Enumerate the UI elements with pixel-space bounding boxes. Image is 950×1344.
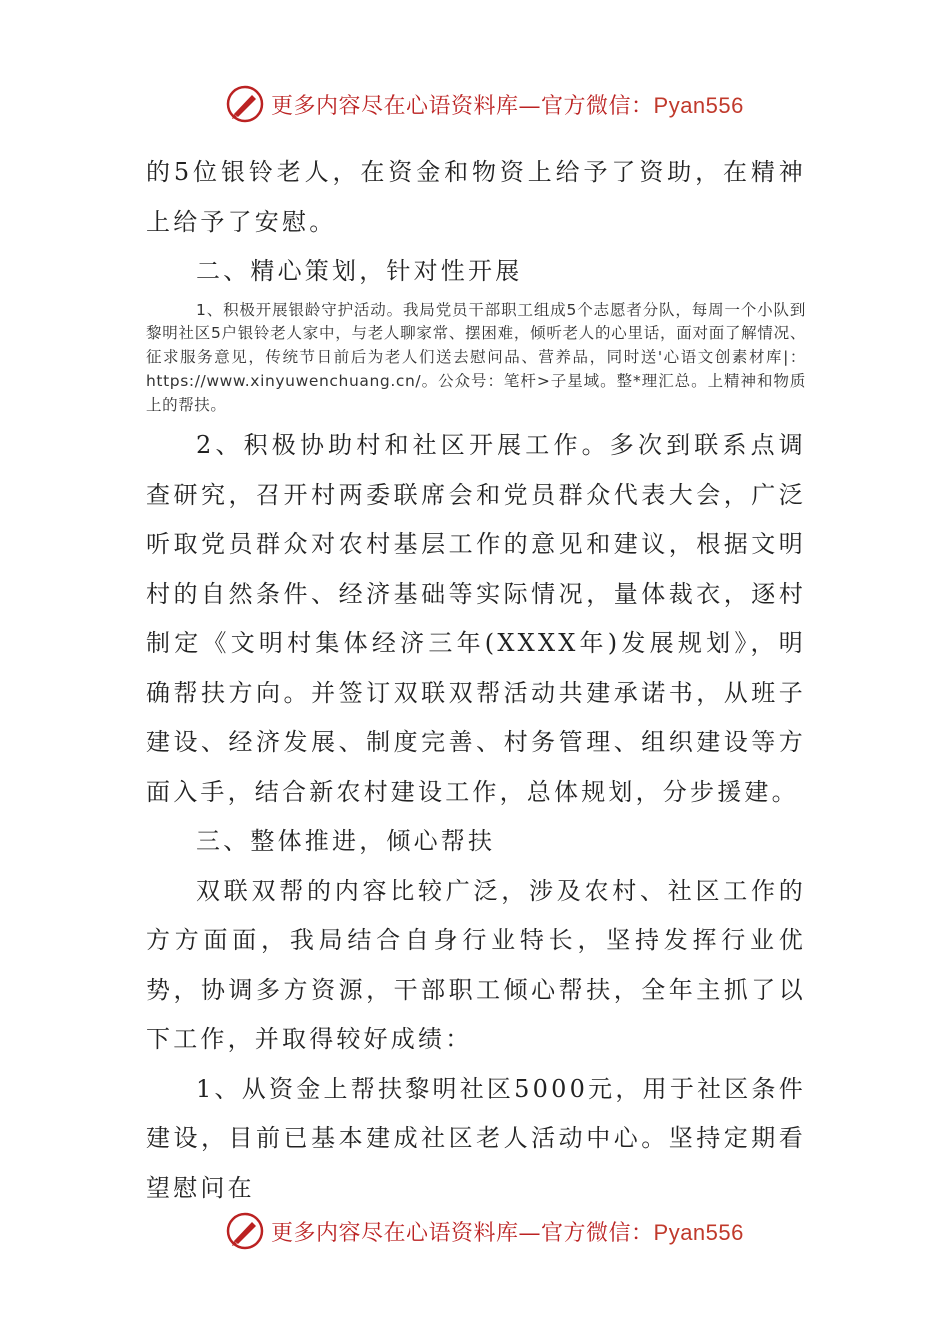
paragraph-overall: 双联双帮的内容比较广泛，涉及农村、社区工作的方方面面，我局结合自身行业特长，坚持发挥行业优势，协调多方资源，干部职工倾心帮扶，全年主抓了以下工作，并取得较好成绩：: [146, 876, 806, 1054]
section-heading-3: 三、整体推进，倾心帮扶: [196, 827, 496, 856]
section-heading-2: 二、精心策划，针对性开展: [196, 257, 523, 285]
pen-logo-icon: [225, 84, 265, 124]
paragraph-assist-villages: 2、积极协助村和社区开展工作。多次到联系点调查研究，召开村两委联席会和党员群众代表大会，广泛听取党员群众对农村基层工作的意见和建议，根据文明村的自然条件、经济基础等实际情况，量体裁衣，逐村制定《文明村集体经济三年(XXXX年)发展规划》，明确帮扶方向。并签订双联双帮活动共建承诺书，从班子建设、经济发展、制度完善、村务管理、组织建设等方面入手，结合新农村建设工作，总体规划，分步援建。: [146, 431, 806, 806]
paragraph-continuation: 的5位银铃老人，在资金和物资上给予了资助，在精神上给予了安慰。: [146, 158, 806, 236]
paragraph-small-inserted: 1、积极开展银龄守护活动。我局党员干部职工组成5个志愿者分队，每周一个小队到黎明社区5户银铃老人家中，与老人聊家常、摆困难，倾听老人的心里话，面对面了解情况、征求服务意见，传统节日前后为老人们送去慰问品、营养品，同时送'心语文创素材库|：https://www.xinyuwenchuang.cn/。公众号：笔杆>子星域。整*理汇总。上精神和物质上的帮扶。: [146, 300, 806, 414]
document-body: [146, 148, 806, 1213]
header-watermark-banner: [225, 84, 744, 124]
pen-logo-icon: [225, 1211, 265, 1251]
banner-text: 更多内容尽在心语资料库—官方微信：Pyan556: [271, 1219, 744, 1246]
banner-text: 更多内容尽在心语资料库—官方微信：Pyan556: [271, 92, 744, 119]
footer-watermark-banner: [225, 1211, 744, 1251]
paragraph-funding: 1、从资金上帮扶黎明社区5000元，用于社区条件建设，目前已基本建成社区老人活动中心。坚持定期看望慰问在: [146, 1074, 806, 1202]
